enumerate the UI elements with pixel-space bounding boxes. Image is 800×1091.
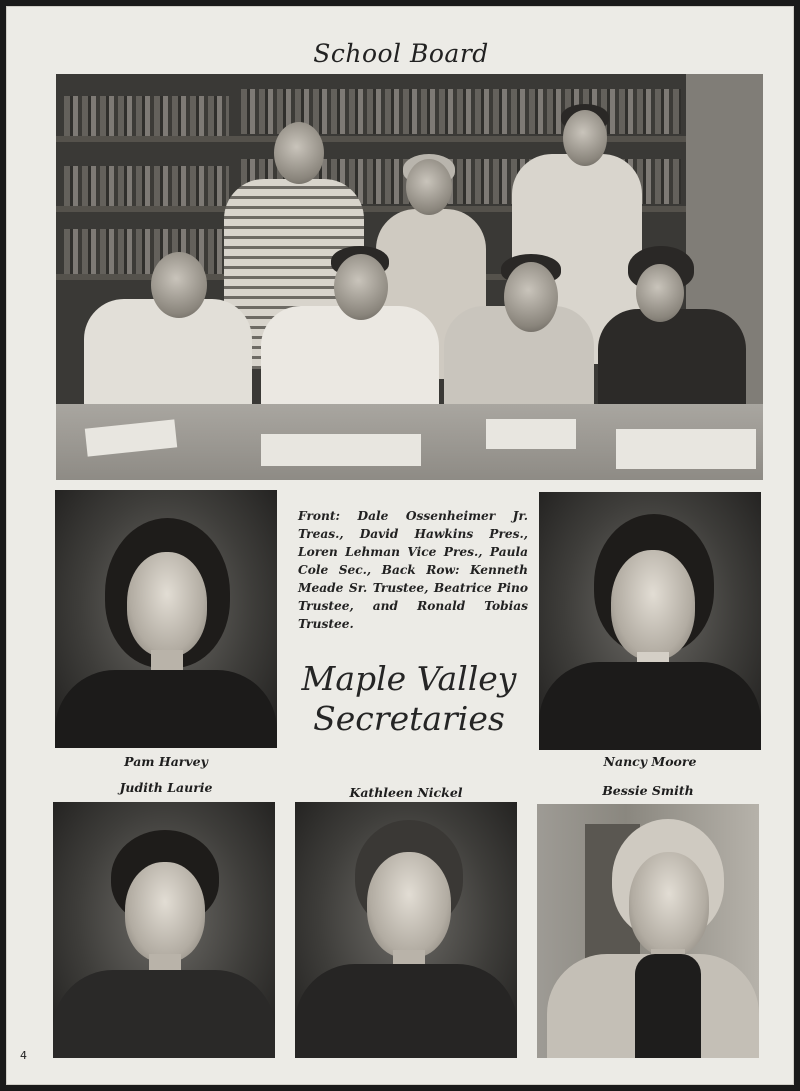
portrait-kathleen-nickel (295, 802, 517, 1058)
name-nancy-moore: Nancy Moore (603, 754, 697, 769)
photo-bookshelf (64, 166, 229, 206)
photo-person (406, 159, 452, 215)
portrait-body (53, 970, 275, 1058)
portrait-body (55, 670, 277, 748)
portrait-bessie-smith (537, 804, 759, 1058)
portrait-face (367, 852, 451, 958)
photo-papers (616, 429, 756, 469)
photo-person (274, 122, 324, 184)
photo-person (563, 110, 607, 166)
photo-person (151, 252, 207, 318)
portrait-face (611, 550, 695, 660)
portrait-body (539, 662, 761, 750)
page-title: School Board (313, 39, 489, 68)
secretaries-heading-line2: Secretaries (313, 699, 505, 738)
yearbook-page (6, 6, 794, 1085)
name-kathleen-nickel: Kathleen Nickel (349, 785, 463, 800)
portrait-pam-harvey (55, 490, 277, 748)
photo-person (334, 254, 388, 320)
photo-papers (261, 434, 421, 466)
portrait-body (295, 964, 517, 1058)
name-judith-laurie: Judith Laurie (119, 780, 213, 795)
name-bessie-smith: Bessie Smith (602, 783, 694, 798)
portrait-nancy-moore (539, 492, 761, 750)
portrait-face (125, 862, 205, 962)
photo-bookshelf (64, 96, 229, 136)
board-members-caption: Front: Dale Ossenheimer Jr. Treas., David Hawkins Pres., Loren Lehman Vice Pres., Paula Cole Sec., Back Row: Kenneth Meade Sr. Trustee, Beatrice Pino Trustee, and Ronald Tobias Trustee. (298, 509, 528, 631)
page-number: 4 (20, 1049, 27, 1062)
portrait-judith-laurie (53, 802, 275, 1058)
portrait-face (127, 552, 207, 657)
name-pam-harvey: Pam Harvey (124, 754, 208, 769)
school-board-group-photo (56, 74, 763, 480)
secretaries-heading (289, 659, 529, 739)
photo-person (636, 264, 684, 322)
photo-bookshelf (64, 229, 229, 274)
secretaries-heading-line1: Maple Valley (301, 659, 517, 698)
portrait-top (635, 954, 701, 1058)
photo-papers (486, 419, 576, 449)
photo-person (504, 262, 558, 332)
portrait-face (629, 852, 709, 956)
